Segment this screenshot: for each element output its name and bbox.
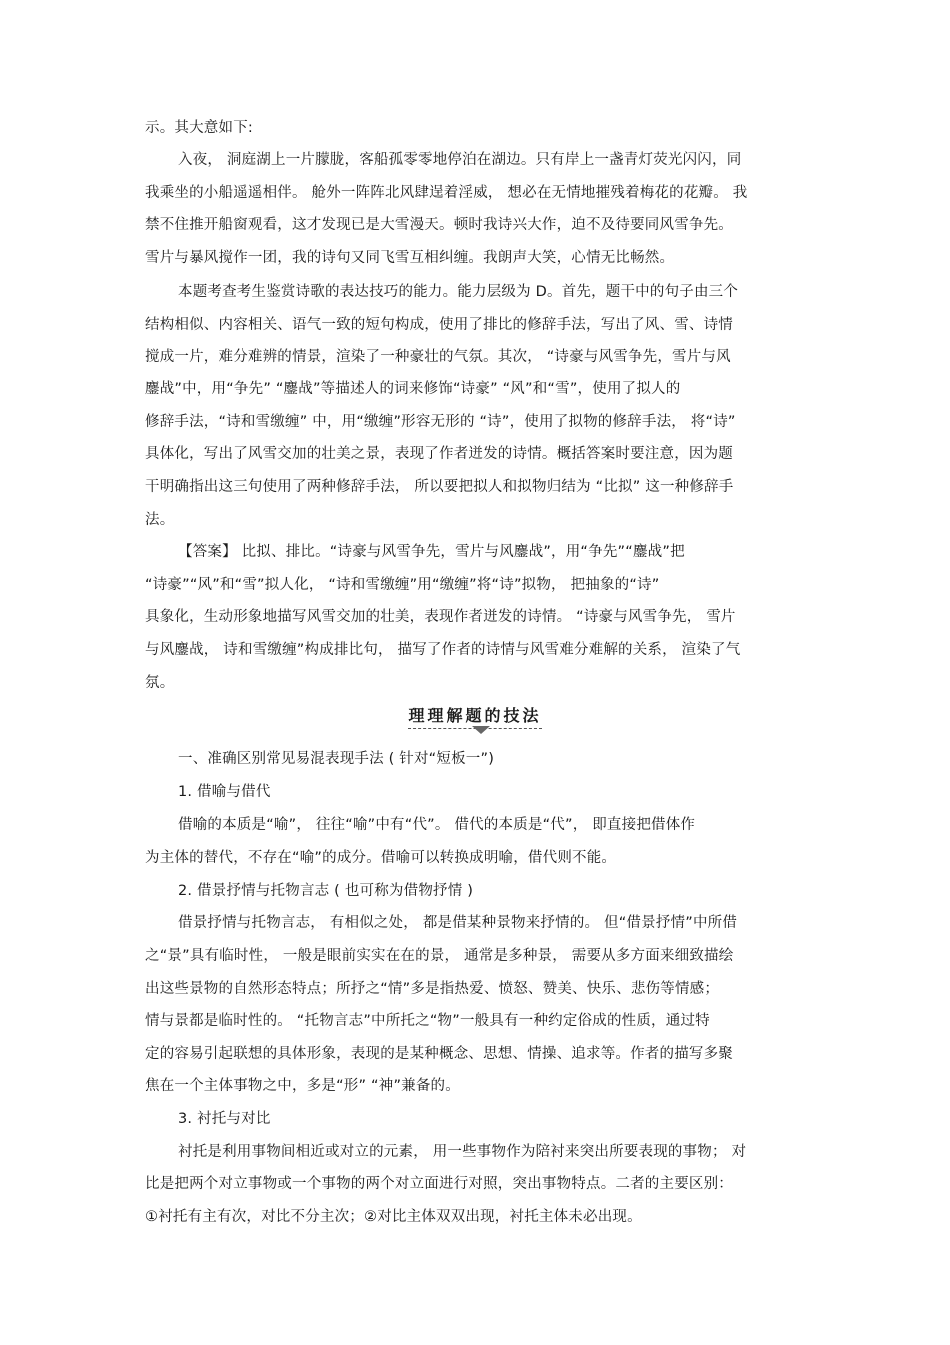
section-title-text: 理理解题的技法	[408, 703, 541, 729]
text-line: 借景抒情与托物言志， 有相似之处， 都是借某种景物来抒情的。 但“借景抒情”中所借	[178, 915, 738, 931]
subheading-line: 2. 借景抒情与托物言志 ( 也可称为借物抒情 )	[178, 883, 474, 899]
text-line: 雪片与暴风搅作一团，我的诗句又同飞雪互相纠缠。我朗声大笑，心情无比畅然。	[145, 250, 675, 266]
text-line: “诗豪”“风”和“雪”拟人化， “诗和雪缴缠”用“缴缠”将“诗”拟物， 把抽象的“诗”	[145, 577, 660, 593]
title-arrow-icon	[472, 726, 490, 734]
text-line: 搅成一片，难分难辨的情景，渲染了一种豪壮的气氛。其次， “诗豪与风雪争先，雪片与风	[145, 349, 731, 365]
text-line: 具象化，生动形象地描写风雪交加的壮美，表现作者迸发的诗情。 “诗豪与风雪争先， 雪片	[145, 609, 736, 625]
subheading-line: 1. 借喻与借代	[178, 784, 271, 800]
text-line: 借喻的本质是“喻”， 往往“喻”中有“代”。 借代的本质是“代”， 即直接把借体作	[178, 817, 696, 833]
text-line: 示。其大意如下:	[145, 120, 253, 136]
text-line: 具体化，写出了风雪交加的壮美之景，表现了作者迸发的诗情。概括答案时要注意，因为题	[145, 446, 733, 462]
text-line: 本题考查考生鉴赏诗歌的表达技巧的能力。能力层级为 D。首先，题干中的句子由三个	[178, 284, 739, 300]
heading-line: 一、准确区别常见易混表现手法 ( 针对“短板一”)	[178, 751, 495, 767]
text-line: 修辞手法，“诗和雪缴缠” 中，用“缴缠”形容无形的 “诗”，使用了拟物的修辞手法， 将“诗”	[145, 414, 736, 430]
text-line: 鏖战”中，用“争先” “鏖战”等描述人的词来修饰“诗豪” “风”和“雪”，使用了拟人的	[145, 381, 681, 397]
text-line: 结构相似、内容相关、语气一致的短句构成，使用了排比的修辞手法，写出了风、雪、诗情	[145, 317, 733, 333]
text-line: ①衬托有主有次，对比不分主次；②对比主体双双出现，衬托主体未必出现。	[145, 1209, 642, 1225]
text-line: 与风鏖战， 诗和雪缴缠”构成排比句， 描写了作者的诗情与风雪难分难解的关系， 渲染了气	[145, 642, 741, 658]
text-line: 干明确指出这三句使用了两种修辞手法， 所以要把拟人和拟物归结为 “比拟” 这一种修辞手	[145, 479, 734, 495]
text-line: 出这些景物的自然形态特点；所抒之“情”多是指热爱、愤怒、赞美、快乐、悲伤等情感；	[145, 981, 720, 997]
text-line: 衬托是利用事物间相近或对立的元素， 用一些事物作为陪衬来突出所要表现的事物； 对	[178, 1144, 747, 1160]
text-line: 禁不住推开船窗观看，这才发现已是大雪漫天。顿时我诗兴大作，迫不及待要同风雪争先。	[145, 217, 733, 233]
text-line: 入夜， 洞庭湖上一片朦胧，客船孤零零地停泊在湖边。只有岸上一盏青灯荧光闪闪，同	[178, 152, 742, 168]
text-line: 氛。	[145, 675, 175, 691]
text-line: 之“景”具有临时性， 一般是眼前实实在在的景， 通常是多种景， 需要从多方面来细致描绘	[145, 948, 734, 964]
text-line: 我乘坐的小船遥遥相伴。 舱外一阵阵北风肆逞着淫威， 想必在无情地摧残着梅花的花瓣。 我	[145, 185, 748, 201]
text-line: 比是把两个对立事物或一个事物的两个对立面进行对照，突出事物特点。二者的主要区别：	[145, 1176, 733, 1192]
subheading-line: 3. 衬托与对比	[178, 1111, 271, 1127]
text-line: 情与景都是临时性的。 “托物言志”中所托之“物”一般具有一种约定俗成的性质，通过特	[145, 1013, 710, 1029]
text-line: 定的容易引起联想的具体形象，表现的是某种概念、思想、情操、追求等。作者的描写多聚	[145, 1046, 733, 1062]
answer-line: 【答案】 比拟、排比。“诗豪与风雪争先，雪片与风鏖战”，用“争先”“鏖战”把	[178, 544, 685, 560]
text-line: 为主体的替代，不存在“喻”的成分。借喻可以转换成明喻，借代则不能。	[145, 850, 617, 866]
text-line: 法。	[145, 512, 175, 528]
text-line: 焦在一个主体事物之中，多是“形” “神”兼备的。	[145, 1078, 460, 1094]
